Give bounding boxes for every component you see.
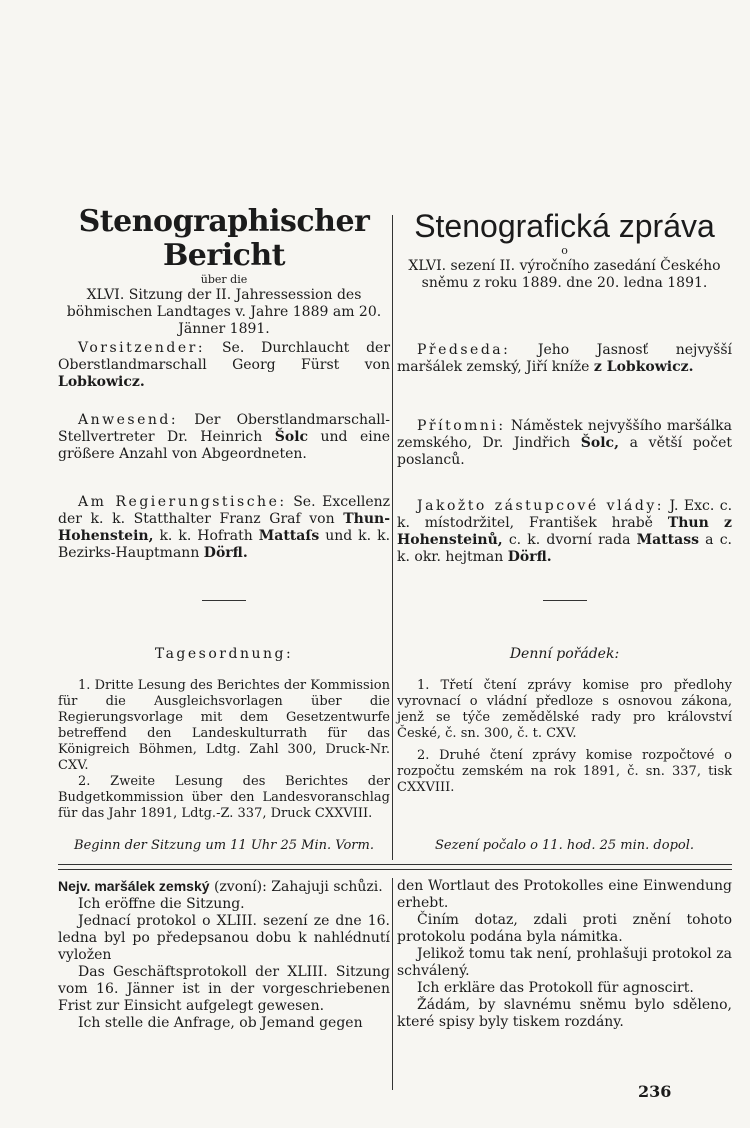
german-subtitle: über die <box>200 273 248 286</box>
czech-agenda-item-1: 1. Třetí čtení zprávy komise pro předlohy vyrovnací o vládní předloze s osnovou zákona, jenž se týče zemědělské rady pro království České, č. sn. 300, č. t. CXV. <box>397 678 732 741</box>
czech-rule <box>397 600 732 601</box>
german-chair: Vorsitzender: Se. Durchlaucht der Oberstlandmarschall Georg Fürst von Lobkowicz. <box>58 340 391 390</box>
german-begin: Beginn der Sitzung um 11 Uhr 25 Min. Vorm. <box>74 838 374 853</box>
german-present: Anwesend: Der Oberstlandmarschall-Stellvertreter Dr. Heinrich Šolc und eine größere Anzahl von Abgeordneten. <box>58 412 391 462</box>
czech-agenda-item-2: 2. Druhé čtení zprávy komise rozpočtové o rozpočtu zemském na rok 1891, č. sn. 337, tisk CXXVIII. <box>397 748 732 795</box>
czech-title: Stenografická zpráva <box>414 208 715 244</box>
czech-subtitle: o <box>561 244 568 257</box>
speaker-name: Nejv. maršálek zemský <box>58 878 210 894</box>
left-header <box>58 205 390 338</box>
german-government: Am Regierungstische: Se. Excellenz der k. k. Statthalter Franz Graf von Thun-Hohenstein, k. k. Hofrath Mattaſs und k. k. Bezirks-Hauptmann Dörfl. <box>58 494 391 561</box>
czech-begin: Sezení počalo o 11. hod. 25 min. dopol. <box>434 838 695 853</box>
german-session: XLVI. Sitzung der II. Jahressession des böhmischen Landtages v. Jahre 1889 am 20. Jänner 1891. <box>66 287 382 337</box>
czech-present: Přítomni: Náměstek nejvyššího maršálka zemského, Dr. Jindřich Šolc, a větší počet poslanců. <box>397 418 733 468</box>
german-agenda-item-1: 1. Dritte Lesung des Berichtes der Kommission für die Ausgleichsvorlagen über die Regierungsvorlage mit dem Gesetzentwurfe betreffend den Landeskulturrath für das Königreich Böhmen, Ldtg. Zahl 300, Druck-Nr. CXV. <box>58 678 390 773</box>
german-agenda <box>58 678 390 822</box>
czech-speech: den Wortlaut des Protokolles eine Einwendung erhebt. Činím dotaz, zdali proti znění tohoto protokolu podána byla námitka. Jelikož tomu tak není, prohlašuji protokol za schválený. Ich erkläre das Protokoll für agnoscirt. Žádám, by slavnému sněmu bylo sděleno, které spisy byly tiskem rozdány. <box>397 878 732 1030</box>
czech-government: Jakožto zástupcové vlády: J. Exc. c. k. místodržitel, František hrabě Thun z Hohensteinů, c. k. dvorní rada Mattass a c. k. okr. hejtman Dörfl. <box>397 498 733 565</box>
czech-session: XLVI. sezení II. výročního zasedání Českého sněmu z roku 1889. dne 20. ledna 1891. <box>408 258 721 291</box>
german-agenda-item-2: 2. Zweite Lesung des Berichtes der Budgetkommission über den Landesvoranschlag für das Jahr 1891, Ldtg.-Z. 337, Druck CXXVIII. <box>58 774 390 821</box>
german-speech: Nejv. maršálek zemský (zvoní): Zahajuji schůzi. Ich eröffne die Sitzung. Jednací protokol o XLIII. sezení ze dne 16. ledna byl po předepsanou dobu k nahlédnutí vyložen Das Geschäftsprotokoll der XLIII. Sitzung vom 16. Jänner ist in der vorgeschriebenen Frist zur Einsicht aufgelegt gewesen. Ich stelle die Anfrage, ob Jemand gegen <box>58 878 390 1031</box>
czech-agenda-label: Denní pořádek: <box>509 646 620 662</box>
section-rule <box>58 864 732 865</box>
german-rule <box>58 600 390 601</box>
german-agenda-label: Tagesordnung: <box>154 646 294 662</box>
right-header <box>397 208 732 292</box>
czech-chair: Předseda: Jeho Jasnosť nejvyšší maršálek zemský, Jiří kníže z Lobkowicz. <box>397 342 732 375</box>
column-divider-lower <box>392 878 393 1090</box>
section-rule-second <box>58 869 732 870</box>
page-number: 236 <box>638 1082 672 1101</box>
german-title: Stenographischer Bericht <box>78 204 370 273</box>
czech-agenda <box>397 678 732 796</box>
column-divider <box>392 215 393 860</box>
